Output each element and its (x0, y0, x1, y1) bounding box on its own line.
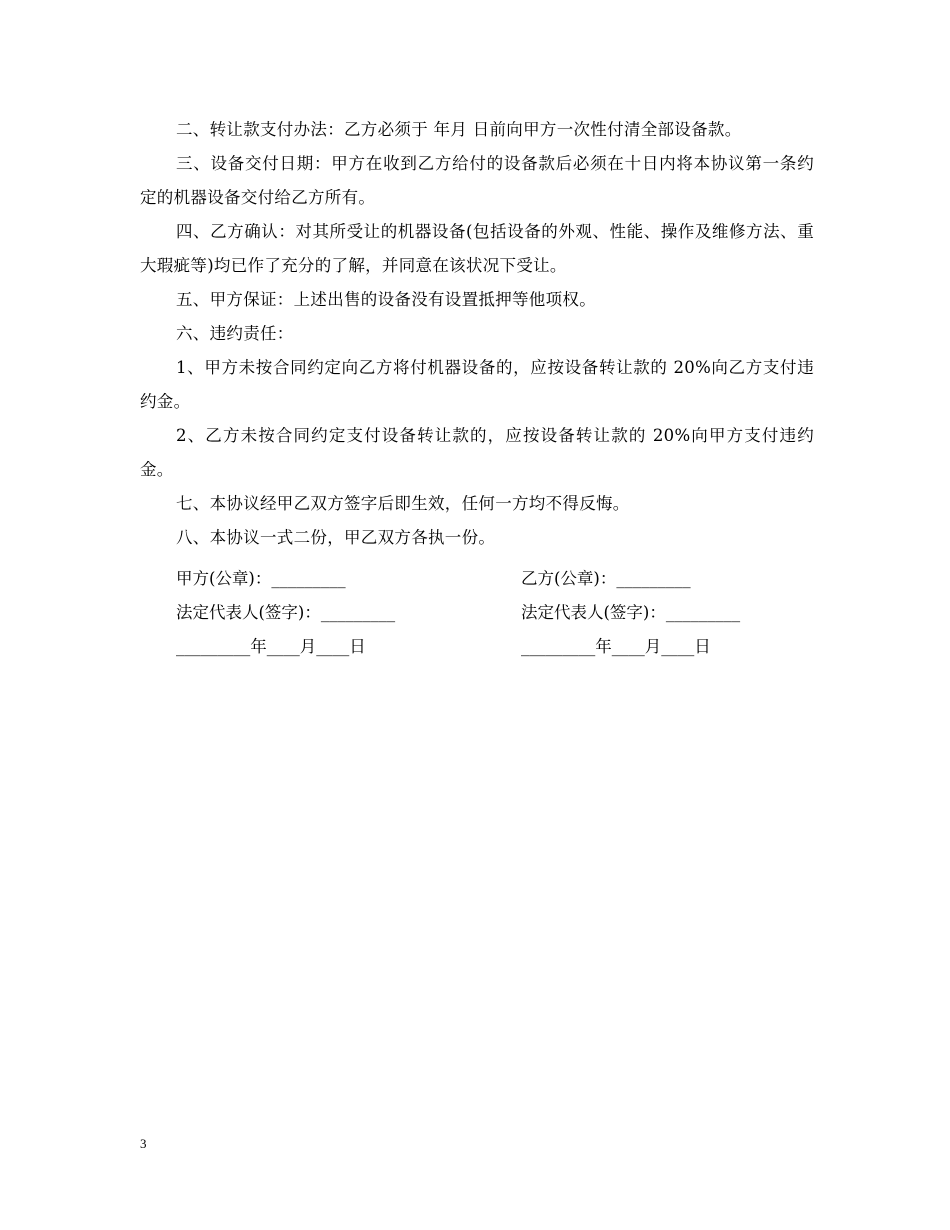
party-b-seal-line: 乙方(公章)：_________ (521, 569, 691, 588)
clause-effective: 七、本协议经甲乙双方签字后即生效，任何一方均不得反悔。 (176, 494, 630, 513)
clause-copies: 八、本协议一式二份，甲乙双方各执一份。 (176, 528, 496, 547)
clause-buyer-confirmation: 四、乙方确认：对其所受让的机器设备(包括设备的外观、性能、操作及维修方法、重大瑕疵等)均已作了充分的了解，并同意在该状况下受让。 (140, 222, 814, 275)
party-a-date-line: _________年____月____日 (176, 637, 366, 656)
party-a-representative-line: 法定代表人(签字)：_________ (176, 603, 396, 622)
page-number: 3 (140, 1136, 147, 1151)
contract-body (140, 113, 814, 555)
clause-liability-party-a: 1、甲方未按合同约定向乙方将付机器设备的，应按设备转让款的 20%向乙方支付违约金。 (140, 358, 814, 411)
party-a-seal-line: 甲方(公章)：_________ (176, 569, 346, 588)
clause-delivery-date: 三、设备交付日期：甲方在收到乙方给付的设备款后必须在十日内将本协议第一条约定的机器设备交付给乙方所有。 (140, 154, 814, 207)
party-b-date-line: _________年____月____日 (521, 637, 711, 656)
clause-seller-guarantee: 五、甲方保证：上述出售的设备没有设置抵押等他项权。 (176, 290, 596, 309)
clause-liability-heading: 六、违约责任： (176, 324, 294, 343)
party-b-representative-line: 法定代表人(签字)：_________ (521, 603, 741, 622)
clause-payment-method: 二、转让款支付办法：乙方必须于 年月 日前向甲方一次性付清全部设备款。 (176, 120, 742, 139)
clause-liability-party-b: 2、乙方未按合同约定支付设备转让款的，应按设备转让款的 20%向甲方支付违约金。 (140, 426, 814, 479)
